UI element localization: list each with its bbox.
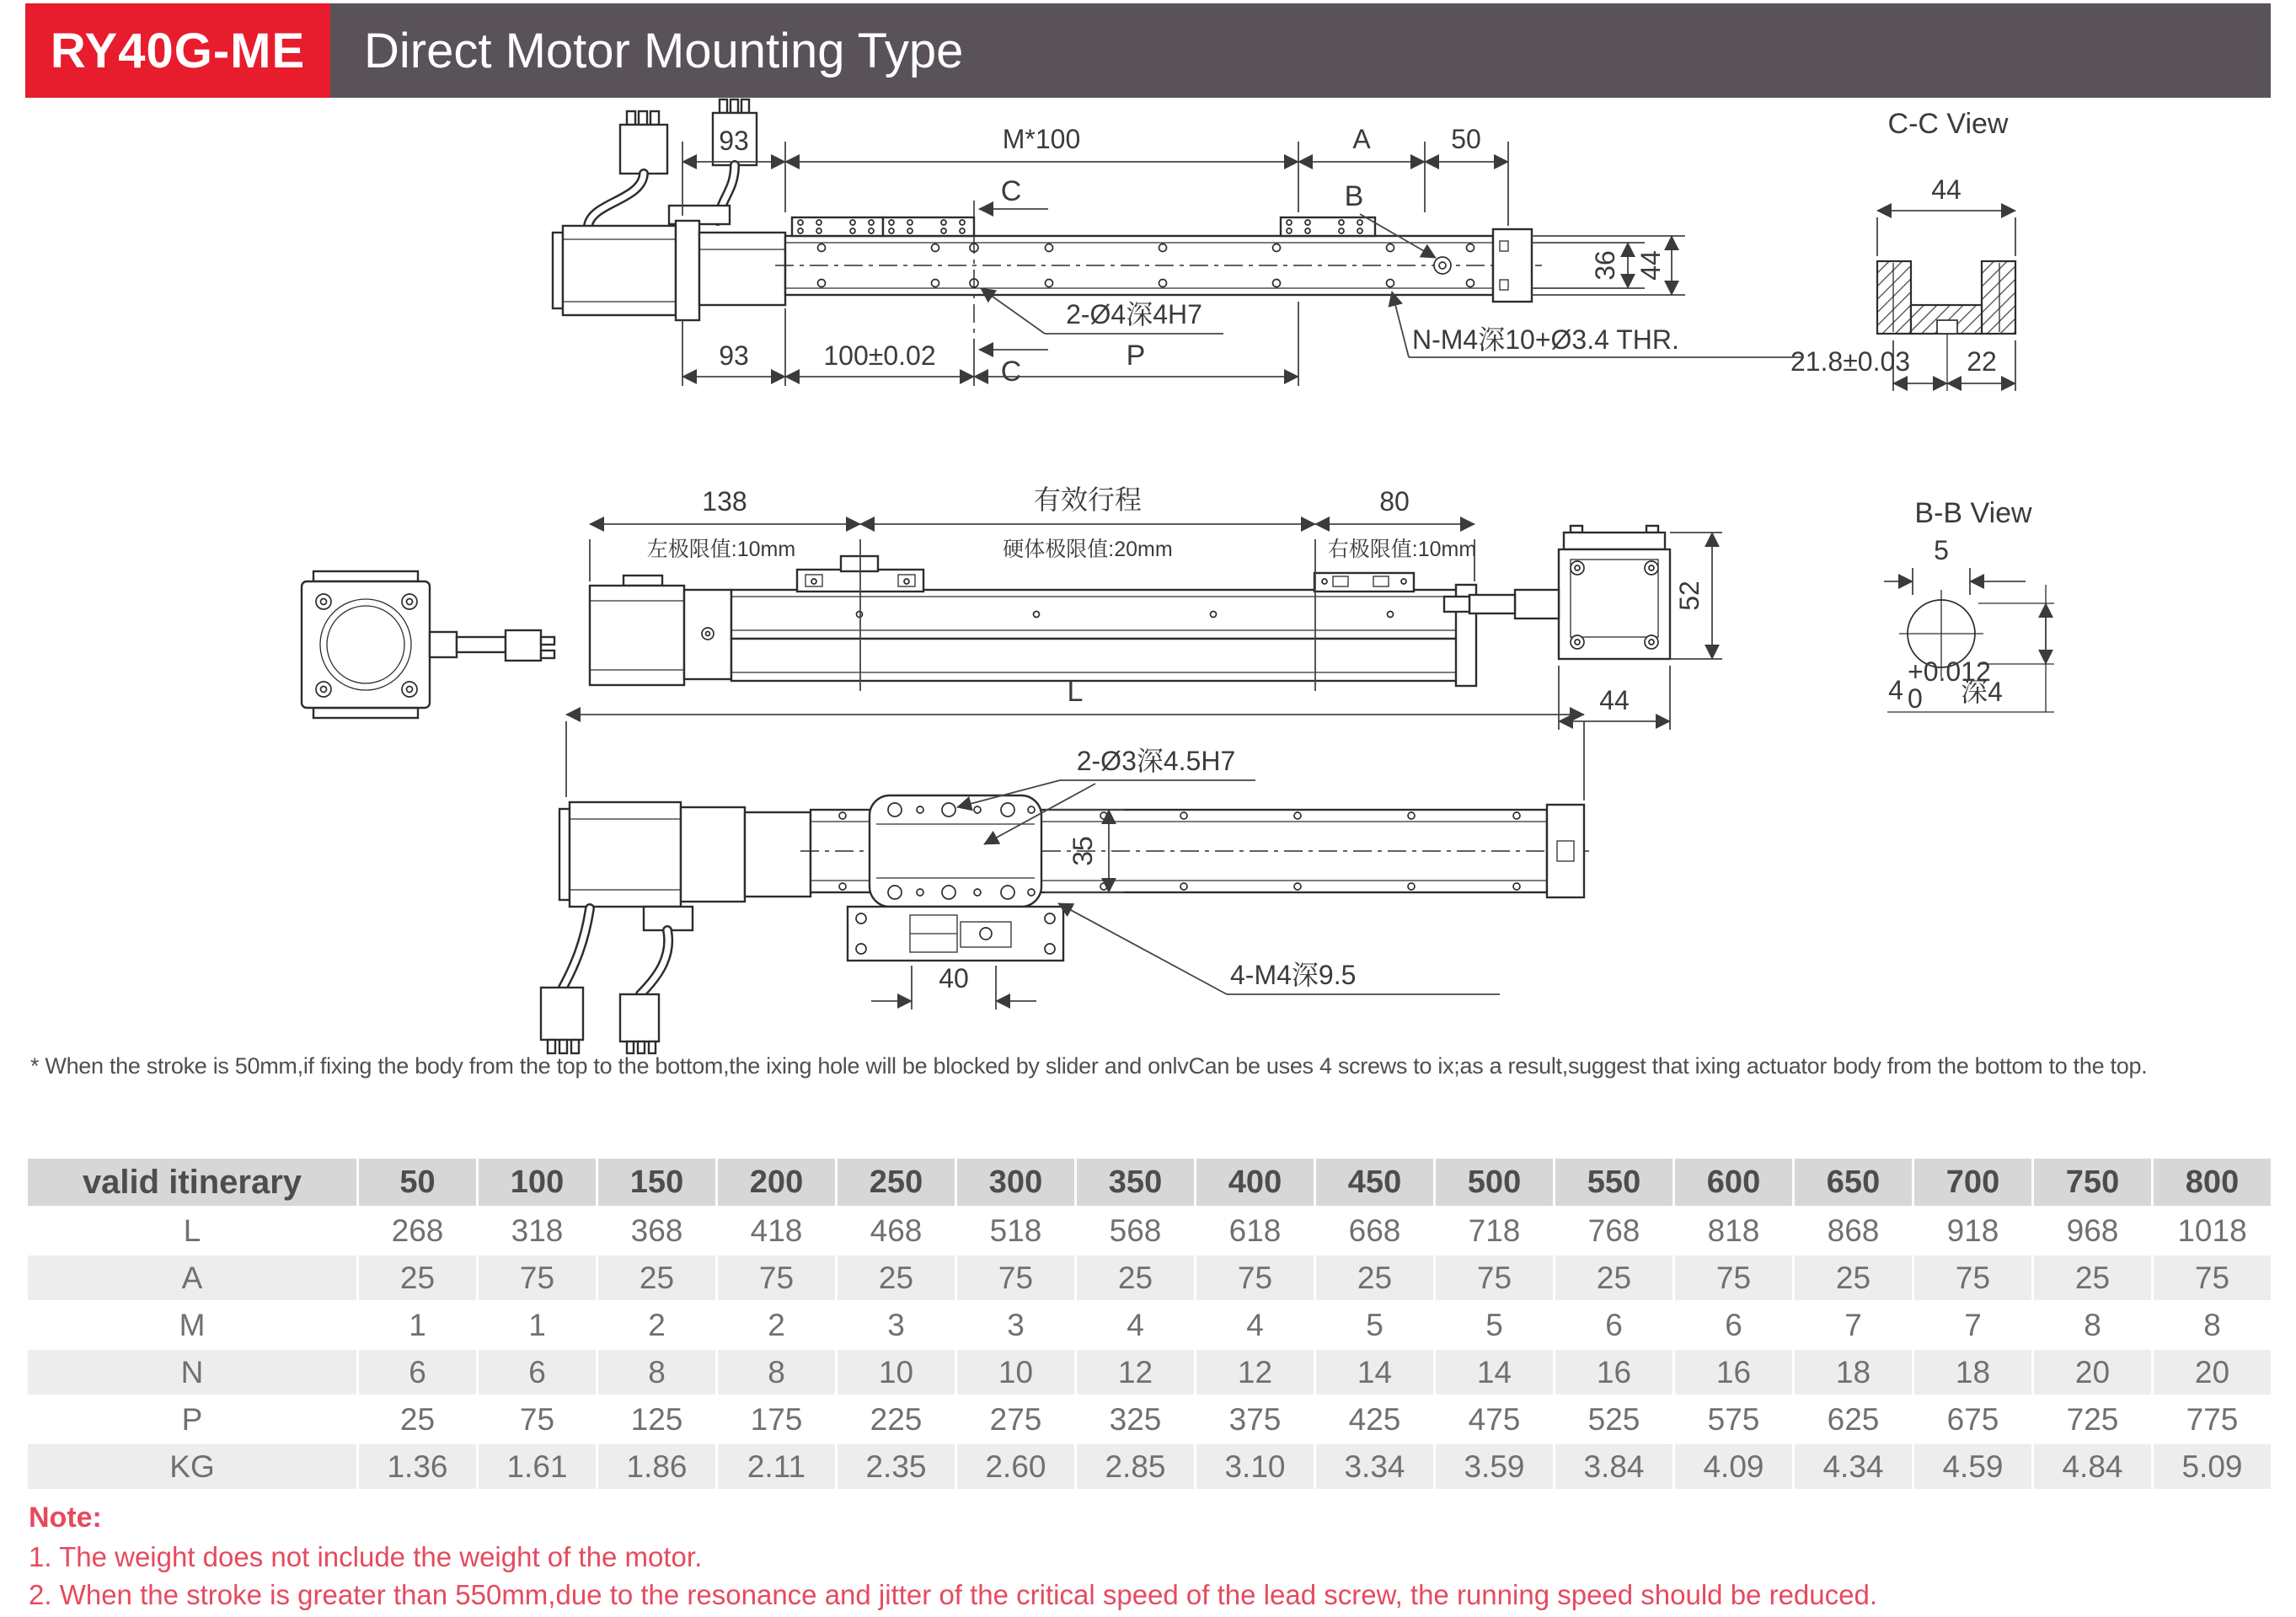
table-header-cell: 300 <box>957 1159 1074 1206</box>
table-header-cell: 100 <box>479 1159 596 1206</box>
table-cell: 10 <box>838 1350 955 1395</box>
cc-dim-44-label: 44 <box>1931 174 1962 205</box>
table-cell: 575 <box>1675 1397 1792 1442</box>
table-cell: 2.85 <box>1077 1444 1194 1489</box>
table-cell: 10 <box>957 1350 1074 1395</box>
table-cell: 675 <box>1914 1397 2031 1442</box>
table-row <box>28 1303 2271 1347</box>
table-cell: 175 <box>718 1397 835 1442</box>
dim-50-label: 50 <box>1451 124 1481 154</box>
row-label: L <box>28 1208 356 1253</box>
cc-right-wall <box>1982 261 2015 334</box>
table-cell: 75 <box>1914 1256 2031 1300</box>
table-cell: 75 <box>957 1256 1074 1300</box>
table-cell: 25 <box>838 1256 955 1300</box>
table-cell: 75 <box>1196 1256 1314 1300</box>
note-item-2: 2. When the stroke is greater than 550mm,due to the resonance and jitter of the critical speed of the lead screw, the running speed should be reduced. <box>29 1579 1878 1610</box>
hard-limit-label: 硬体极限值:20mm <box>1003 538 1173 561</box>
table-cell: 918 <box>1914 1208 2031 1253</box>
table-cell: 568 <box>1077 1208 1194 1253</box>
dim-93-bottom-label: 93 <box>719 340 749 371</box>
table-cell: 3 <box>957 1303 1074 1347</box>
table-cell: 16 <box>1675 1350 1792 1395</box>
table-cell: 518 <box>957 1208 1074 1253</box>
table-cell: 25 <box>1316 1256 1433 1300</box>
table-cell: 20 <box>2154 1350 2271 1395</box>
table-row <box>28 1208 2271 1253</box>
table-cell: 2 <box>718 1303 835 1347</box>
table-cell: 4 <box>1077 1303 1194 1347</box>
dowel-hole-label: 2-Ø4深4H7 <box>1066 299 1202 329</box>
table-cell: 75 <box>1436 1256 1553 1300</box>
table-header-cell: 600 <box>1675 1159 1792 1206</box>
bb-depth-label: 深4 <box>1961 677 2003 707</box>
table-cell: 718 <box>1436 1208 1553 1253</box>
bb-dim-5-label: 5 <box>1934 535 1949 565</box>
table-cell: 20 <box>2034 1350 2151 1395</box>
table-cell: 8 <box>598 1350 715 1395</box>
table-cell: 375 <box>1196 1397 1314 1442</box>
table-cell: 7 <box>1914 1303 2031 1347</box>
slider-plates-front <box>792 217 1375 236</box>
end-block-front <box>1493 229 1532 302</box>
table-cell: 3.34 <box>1316 1444 1433 1489</box>
table-cell: 418 <box>718 1208 835 1253</box>
table-cell: 8 <box>2154 1303 2271 1347</box>
table-cell: 1.61 <box>479 1444 596 1489</box>
table-cell: 25 <box>1077 1256 1194 1300</box>
plan-connector-2 <box>620 994 659 1041</box>
table-cell: 468 <box>838 1208 955 1253</box>
table-cell: 12 <box>1077 1350 1194 1395</box>
dim-a-label: A <box>1352 124 1371 154</box>
right-limit-label: 右极限值:10mm <box>1327 538 1477 561</box>
end-block-plan <box>1547 805 1584 897</box>
table-cell: 1.86 <box>598 1444 715 1489</box>
plan-connector-1 <box>541 988 583 1040</box>
bb-tol-lower: 0 <box>1908 683 1923 714</box>
table-header-cell: 550 <box>1555 1159 1672 1206</box>
rail-upper-side <box>731 590 1474 639</box>
motor-body-plan <box>570 802 681 907</box>
table-cell: 425 <box>1316 1397 1433 1442</box>
table-header-cell: 700 <box>1914 1159 2031 1206</box>
bb-view-drawing <box>1884 497 2054 714</box>
table-cell: 75 <box>479 1256 596 1300</box>
note-title: Note: <box>29 1502 102 1534</box>
dim-40-label: 40 <box>939 963 969 993</box>
plan-view-drawing <box>541 676 1592 1053</box>
table-cell: 775 <box>2154 1397 2271 1442</box>
dim-52-label: 52 <box>1674 581 1705 611</box>
dim-80-label: 80 <box>1379 486 1410 517</box>
table-header-label: valid itinerary <box>28 1159 356 1206</box>
table-header-cell: 200 <box>718 1159 835 1206</box>
table-cell: 6 <box>1675 1303 1792 1347</box>
row-label: A <box>28 1256 356 1300</box>
table-cell: 1 <box>359 1303 476 1347</box>
dim-100-label: 100±0.02 <box>823 340 936 371</box>
dim-m100-label: M*100 <box>1002 124 1081 154</box>
row-label: N <box>28 1350 356 1395</box>
table-cell: 18 <box>1795 1350 1912 1395</box>
front-view-drawing <box>553 99 1803 388</box>
table-cell: 475 <box>1436 1397 1553 1442</box>
table-cell: 125 <box>598 1397 715 1442</box>
table-header-cell: 500 <box>1436 1159 1553 1206</box>
table-cell: 1.36 <box>359 1444 476 1489</box>
actuator-side-assembly <box>590 556 1476 686</box>
table-cell: 368 <box>598 1208 715 1253</box>
table-cell: 268 <box>359 1208 476 1253</box>
cc-left-wall <box>1877 261 1911 334</box>
table-header-cell: 750 <box>2034 1159 2151 1206</box>
table-cell: 14 <box>1436 1350 1553 1395</box>
row-label: KG <box>28 1444 356 1489</box>
table-cell: 2.35 <box>838 1444 955 1489</box>
table-cell: 318 <box>479 1208 596 1253</box>
dim-138-label: 138 <box>702 486 747 517</box>
section-b-label: B <box>1344 180 1364 212</box>
page-title: Direct Motor Mounting Type <box>330 3 2271 98</box>
table-cell: 818 <box>1675 1208 1792 1253</box>
cc-dim-218-label: 21.8±0.03 <box>1790 346 1911 377</box>
table-cell: 4.59 <box>1914 1444 2031 1489</box>
motor-end-view-left <box>302 571 554 718</box>
table-cell: 5.09 <box>2154 1444 2271 1489</box>
table-cell: 1018 <box>2154 1208 2271 1253</box>
table-cell: 5 <box>1316 1303 1433 1347</box>
model-badge: RY40G-ME <box>25 3 330 98</box>
motor-assembly-plan <box>541 802 811 1053</box>
section-c-lower-label: C <box>1000 356 1022 388</box>
end-view-right <box>1444 526 1722 730</box>
table-header-cell: 50 <box>359 1159 476 1206</box>
table-cell: 3 <box>838 1303 955 1347</box>
motor-assembly-front <box>553 99 785 320</box>
table-cell: 325 <box>1077 1397 1194 1442</box>
cc-view-title: C-C View <box>1887 108 2009 140</box>
table-header-cell: 400 <box>1196 1159 1314 1206</box>
table-cell: 25 <box>359 1397 476 1442</box>
plan-hole-label: 2-Ø3深4.5H7 <box>1076 746 1236 776</box>
table-cell: 25 <box>1555 1256 1672 1300</box>
dimension-l <box>566 676 1584 800</box>
table-cell: 4.84 <box>2034 1444 2151 1489</box>
table-cell: 14 <box>1316 1350 1433 1395</box>
thread-hole-label: N-M4深10+Ø3.4 THR. <box>1412 324 1679 355</box>
table-cell: 75 <box>1675 1256 1792 1300</box>
notes-section <box>29 1502 2270 1617</box>
table-row <box>28 1444 2271 1489</box>
dim-44-front-label: 44 <box>1635 250 1666 281</box>
table-cell: 12 <box>1196 1350 1314 1395</box>
rail-base-side <box>731 639 1474 681</box>
table-cell: 618 <box>1196 1208 1314 1253</box>
table-cell: 668 <box>1316 1208 1433 1253</box>
table-header-cell: 150 <box>598 1159 715 1206</box>
row-label: M <box>28 1303 356 1347</box>
slider-plan <box>848 795 1063 961</box>
table-cell: 725 <box>2034 1397 2151 1442</box>
table-cell: 6 <box>479 1350 596 1395</box>
rail-body-front <box>775 229 1542 302</box>
table-cell: 768 <box>1555 1208 1672 1253</box>
table-cell: 6 <box>1555 1303 1672 1347</box>
table-cell: 75 <box>2154 1256 2271 1300</box>
dim-p-label: P <box>1126 340 1146 372</box>
table-cell: 7 <box>1795 1303 1912 1347</box>
bb-view-title: B-B View <box>1914 497 2032 529</box>
table-header-cell: 450 <box>1316 1159 1433 1206</box>
table-cell: 2.60 <box>957 1444 1074 1489</box>
bb-dim-4-label: 4 <box>1888 675 1903 705</box>
table-cell: 75 <box>718 1256 835 1300</box>
table-header-row <box>28 1159 2271 1206</box>
dim-l-label: L <box>1067 676 1084 708</box>
table-cell: 18 <box>1914 1350 2031 1395</box>
table-cell: 525 <box>1555 1397 1672 1442</box>
table-header-cell: 650 <box>1795 1159 1912 1206</box>
table-row <box>28 1397 2271 1442</box>
table-cell: 2.11 <box>718 1444 835 1489</box>
table-cell: 6 <box>359 1350 476 1395</box>
table-cell: 8 <box>718 1350 835 1395</box>
dim-93-top-label: 93 <box>719 126 749 156</box>
table-cell: 968 <box>2034 1208 2151 1253</box>
table-row <box>28 1350 2271 1395</box>
table-cell: 3.59 <box>1436 1444 1553 1489</box>
connector-plug-1 <box>620 125 667 174</box>
table-cell: 25 <box>2034 1256 2151 1300</box>
table-cell: 75 <box>479 1397 596 1442</box>
plan-thread-label: 4-M4深9.5 <box>1230 960 1357 990</box>
table-cell: 4.34 <box>1795 1444 1912 1489</box>
row-label: P <box>28 1397 356 1442</box>
spec-table <box>25 1156 2271 1491</box>
stroke-footnote: * When the stroke is 50mm,if fixing the body from the top to the bottom,the ixing hole will be blocked by slider and onlvCan be uses 4 screws to ix;as a result,suggest that ixing actuator body from the bottom to the top. <box>30 1053 2148 1079</box>
cc-dim-22-label: 22 <box>1967 346 1997 377</box>
table-cell: 1 <box>479 1303 596 1347</box>
table-cell: 8 <box>2034 1303 2151 1347</box>
table-cell: 25 <box>598 1256 715 1300</box>
table-row <box>28 1256 2271 1300</box>
section-c-upper-label: C <box>1000 175 1022 207</box>
table-cell: 3.84 <box>1555 1444 1672 1489</box>
table-cell: 4.09 <box>1675 1444 1792 1489</box>
dim-35-label: 35 <box>1068 836 1098 866</box>
bb-tol-upper: +0.012 <box>1908 656 1991 687</box>
table-cell: 868 <box>1795 1208 1912 1253</box>
table-cell: 5 <box>1436 1303 1553 1347</box>
note-item-1: 1. The weight does not include the weight of the motor. <box>29 1541 703 1572</box>
table-cell: 275 <box>957 1397 1074 1442</box>
stroke-label: 有效行程 <box>1033 485 1143 515</box>
side-view-drawing <box>302 485 1722 730</box>
table-cell: 225 <box>838 1397 955 1442</box>
table-header-cell: 250 <box>838 1159 955 1206</box>
table-cell: 16 <box>1555 1350 1672 1395</box>
table-header-cell: 350 <box>1077 1159 1194 1206</box>
table-cell: 25 <box>359 1256 476 1300</box>
shaft-connector <box>506 630 541 661</box>
cc-view-drawing <box>1790 108 2015 391</box>
dim-44-side-label: 44 <box>1599 685 1630 715</box>
table-cell: 625 <box>1795 1397 1912 1442</box>
left-limit-label: 左极限值:10mm <box>646 538 796 561</box>
dim-36-label: 36 <box>1590 250 1620 281</box>
table-header-cell: 800 <box>2154 1159 2271 1206</box>
table-cell: 2 <box>598 1303 715 1347</box>
table-cell: 4 <box>1196 1303 1314 1347</box>
table-cell: 3.10 <box>1196 1444 1314 1489</box>
table-cell: 25 <box>1795 1256 1912 1300</box>
